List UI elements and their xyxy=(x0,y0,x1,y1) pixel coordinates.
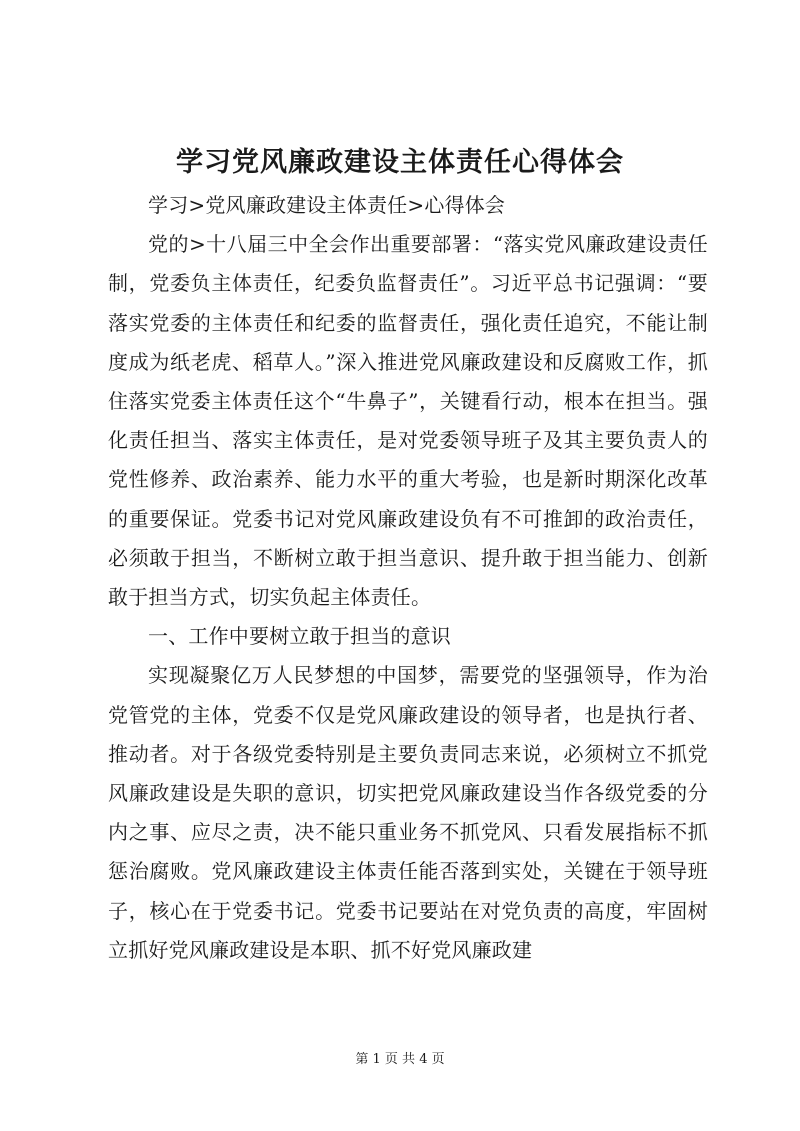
section-heading-1: 一、工作中要树立敢于担当的意识 xyxy=(148,624,451,649)
document-body xyxy=(108,186,708,970)
paragraph-intro: 党的>十八届三中全会作出重要部署：“落实党风廉政建设责任制，党委负主体责任，纪委负监督责任”。习近平总书记强调：“要落实党委的主体责任和纪委的监督责任，强化责任追究，不能让制度成为纸老虎、稻草人。”深入推进党风廉政建设和反腐败工作，抓住落实党委主体责任这个“牛鼻子”，关键看行动，根本在担当。强化责任担当、落实主体责任，是对党委领导班子及其主要负责人的党性修养、政治素养、能力水平的重大考验，也是新时期深化改革的重要保证。党委书记对党风廉政建设负有不可推卸的政治责任，必须敢于担当，不断树立敢于担当意识、提升敢于担当能力、创新敢于担当方式，切实负起主体责任。 xyxy=(108,232,708,610)
paragraph-section-1: 实现凝聚亿万人民梦想的中国梦，需要党的坚强领导，作为治党管党的主体，党委不仅是党风廉政建设的领导者，也是执行者、推动者。对于各级党委特别是主要负责同志来说，必须树立不抓党风廉政建设是失职的意识，切实把党风廉政建设当作各级党委的分内之事、应尽之责，决不能只重业务不抓党风、只看发展指标不抓惩治腐败。党风廉政建设主体责任能否落到实处，关键在于领导班子，核心在于党委书记。党委书记要站在对党负责的高度，牢固树立抓好党风廉政建设是本职、抓不好党风廉政建 xyxy=(108,663,708,962)
paragraph-subtitle: 学习>党风廉政建设主体责任>心得体会 xyxy=(148,193,506,217)
document-title: 学习党风廉政建设主体责任心得体会 xyxy=(176,147,624,178)
page-footer: 第 1 页 共 4 页 xyxy=(355,1052,445,1067)
